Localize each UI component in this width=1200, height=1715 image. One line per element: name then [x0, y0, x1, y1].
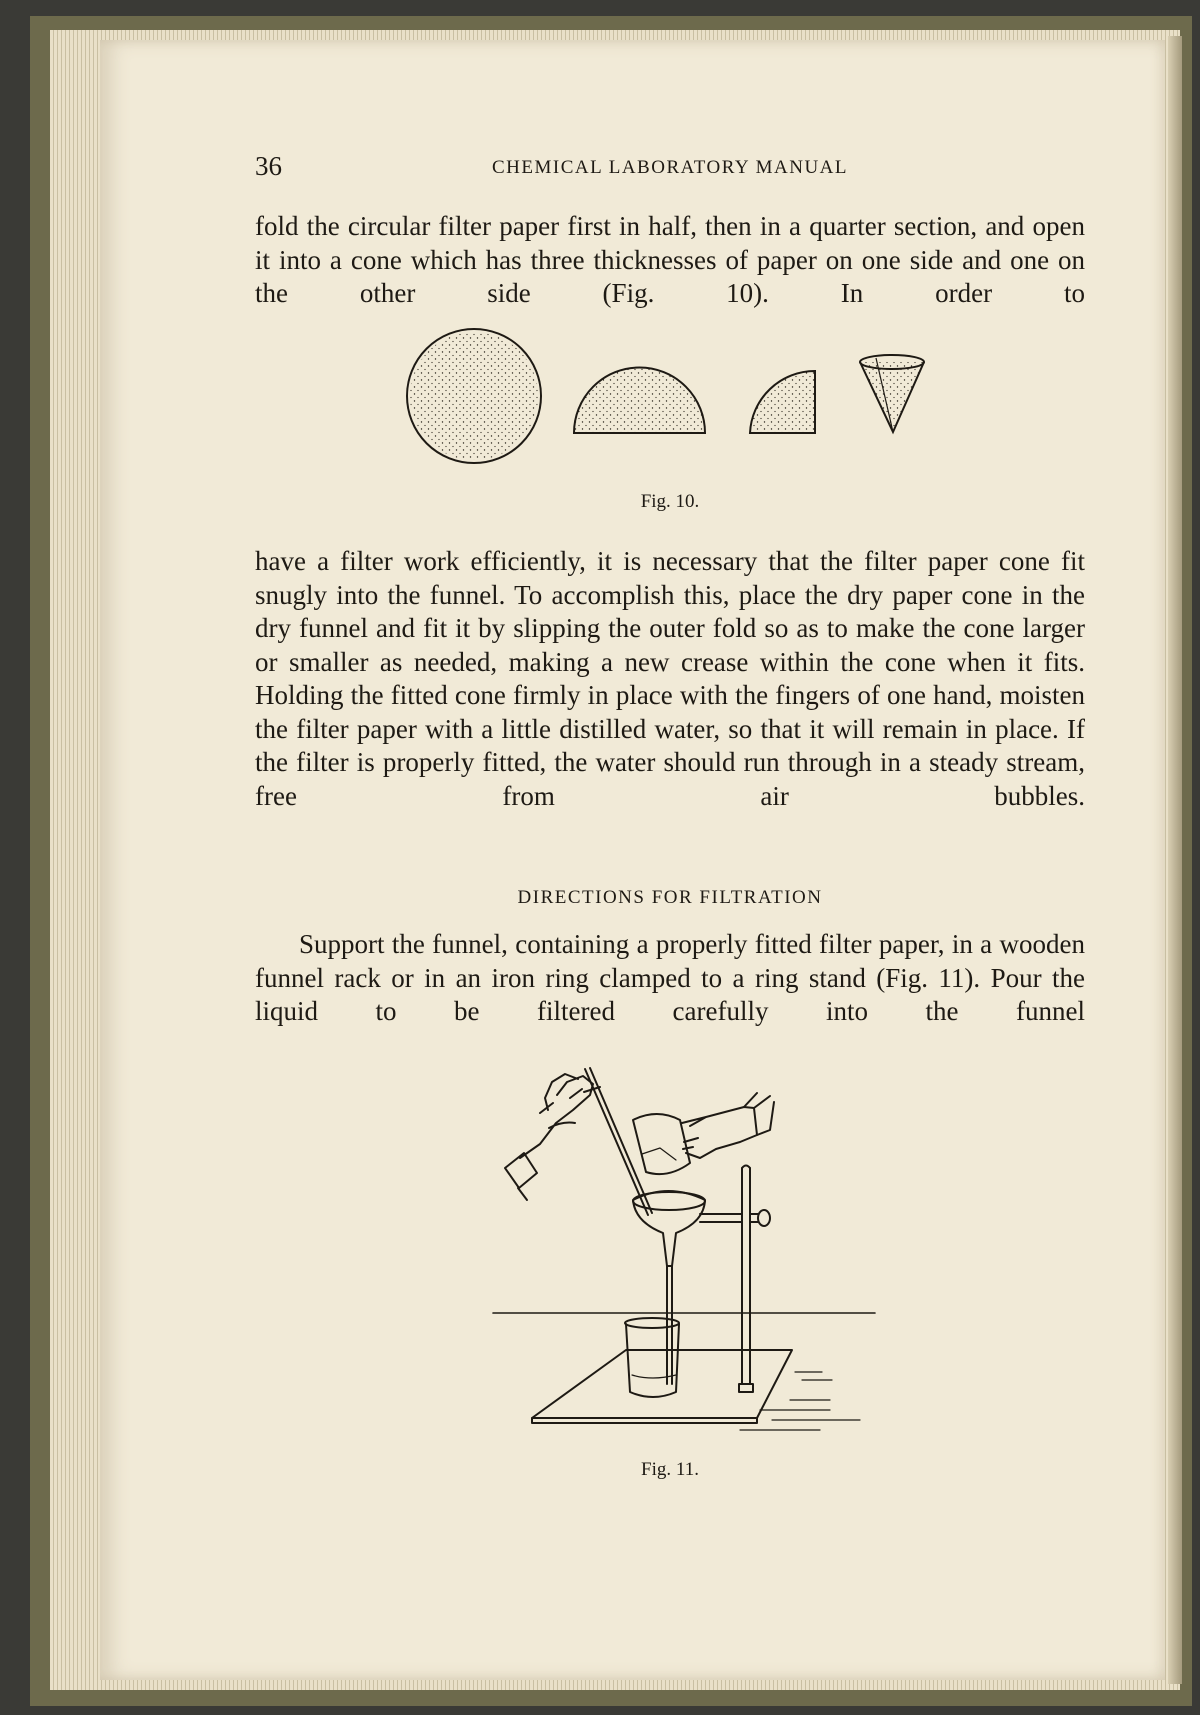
- page-number: 36: [255, 151, 282, 181]
- paragraph-1: fold the circular filter paper first in half, then in a quarter section, and open it into a cone which has three thicknesses of paper on one side and one on the other side (Fig. 10). In order to: [255, 211, 1085, 308]
- figure-11-caption: Fig. 11.: [641, 1459, 699, 1480]
- figure-10-caption: Fig. 10.: [640, 491, 700, 512]
- right-page-edge: [1168, 36, 1182, 1684]
- paragraph-2: have a filter work efficiently, it is necessary that the filter paper cone fit snugly into the funnel. To accomplish this, place the dry paper cone in the dry funnel and fit it by slipping the outer fold so as to make the cone larger or smaller as needed, making a new crease within the cone when it fits. Holding the fitted cone firmly in place with the fingers of one hand, moisten the filter paper with a little distilled water, so that it will remain in place. If the filter is properly fitted, the water should run through in a steady stream, free from air bubbles.: [255, 546, 1085, 811]
- paragraph-3: Support the funnel, containing a properly fitted filter paper, in a wooden funnel rack or in an iron ring clamped to a ring stand (Fig. 11). Pour the liquid to be filtered carefully into the funnel: [255, 929, 1085, 1026]
- running-title: CHEMICAL LABORATORY MANUAL: [491, 157, 849, 178]
- section-heading: DIRECTIONS FOR FILTRATION: [517, 887, 823, 908]
- page-header: [255, 148, 1085, 184]
